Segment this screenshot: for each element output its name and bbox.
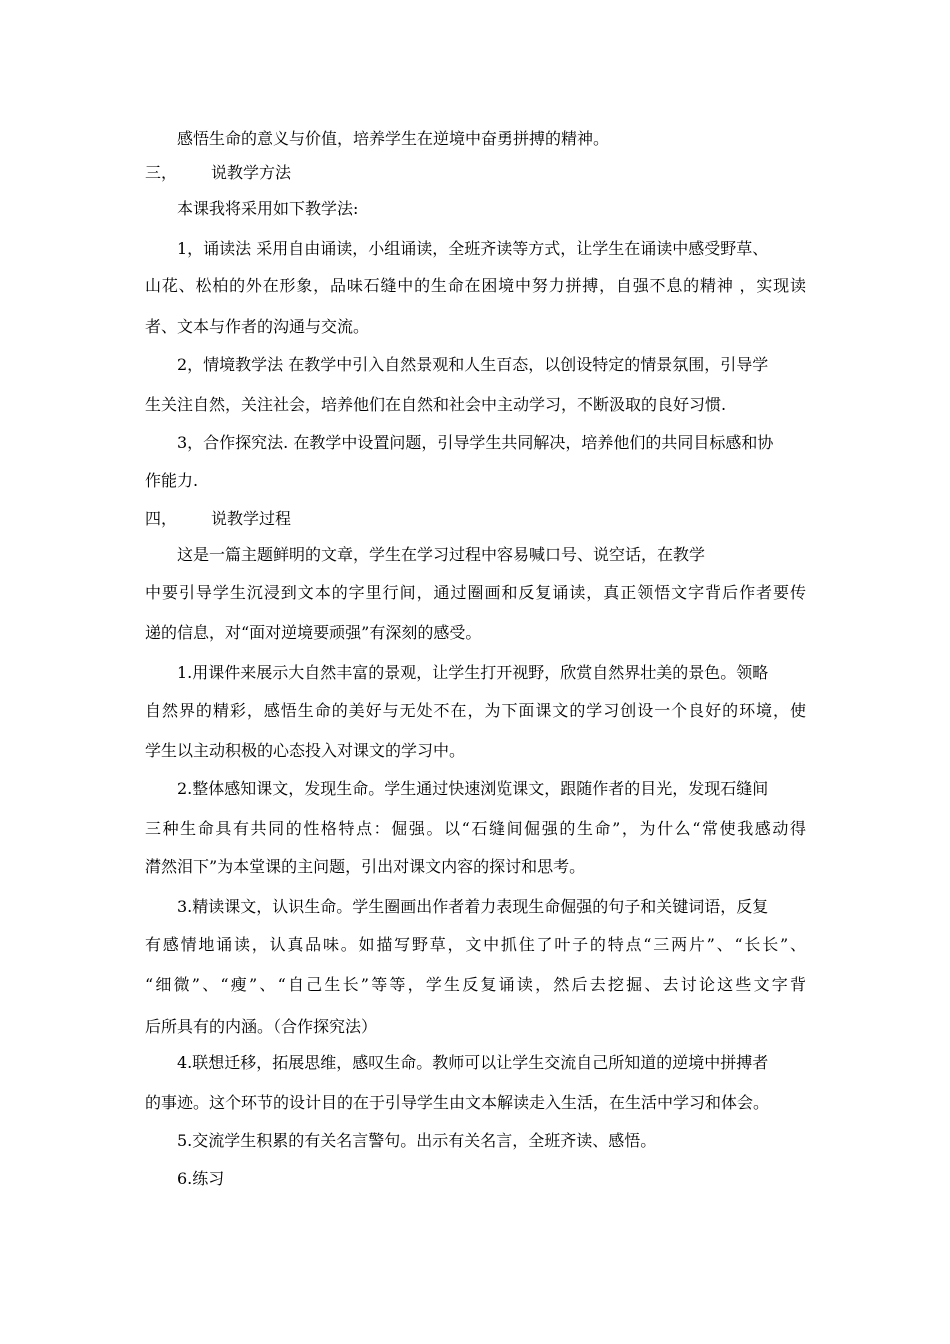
section-title: 说教学过程 [211, 509, 292, 528]
paragraph-line: 本课我将采用如下教学法: [177, 199, 359, 218]
paragraph-line: 作能力. [145, 471, 199, 490]
paragraph-line: 2，情境教学法 在教学中引入自然景观和人生百态，以创设特定的情景氛围，引导学 [177, 355, 769, 374]
paragraph-line: 山花、松柏的外在形象，品味石缝中的生命在困境中努力拼搏，自强不息的精神 ，实现读 [145, 276, 806, 295]
paragraph-line: 生关注自然，关注社会，培养他们在自然和社会中主动学习，不断汲取的良好习惯. [145, 395, 727, 414]
paragraph-line: 三种生命具有共同的性格特点：倔强。以“石缝间倔强的生命”，为什么“常使我感动得 [145, 819, 806, 838]
section-title: 说教学方法 [211, 163, 292, 182]
paragraph-line: 3，合作探究法. 在教学中设置问题，引导学生共同解决，培养他们的共同目标感和协 [177, 433, 774, 452]
paragraph-line: 4.联想迁移，拓展思维，感叹生命。教师可以让学生交流自己所知道的逆境中拼搏者 [177, 1053, 769, 1072]
paragraph-line: 3.精读课文，认识生命。学生圈画出作者着力表现生命倔强的句子和关键词语，反复 [177, 897, 769, 916]
paragraph-line: 感悟生命的意义与价值，培养学生在逆境中奋勇拼搏的精神。 [177, 129, 610, 148]
paragraph-line: 5.交流学生积累的有关名言警句。出示有关名言，全班齐读、感悟。 [177, 1131, 657, 1150]
section-number: 三， [145, 163, 178, 182]
paragraph-line: 这是一篇主题鲜明的文章，学生在学习过程中容易喊口号、说空话，在教学 [177, 545, 706, 564]
paragraph-line: 学生以主动积极的心态投入对课文的学习中。 [145, 741, 466, 760]
section-heading-3 [145, 163, 291, 183]
paragraph-line: 2.整体感知课文，发现生命。学生通过快速浏览课文，跟随作者的目光，发现石缝间 [177, 779, 769, 798]
paragraph-line: 中要引导学生沉浸到文本的字里行间，通过圈画和反复诵读，真正领悟文字背后作者要传 [145, 583, 806, 602]
section-number: 四， [145, 509, 178, 528]
paragraph-line: 有感情地诵读，认真品味。如描写野草，文中抓住了叶子的特点“三两片”、“长长”、 [145, 935, 806, 954]
paragraph-line: “细微”、“瘦”、“自己生长”等等，学生反复诵读，然后去挖掘、去讨论这些文字背 [145, 975, 806, 994]
paragraph-line: 1，诵读法 采用自由诵读，小组诵读，全班齐读等方式，让学生在诵读中感受野草、 [177, 239, 769, 258]
paragraph-line: 的事迹。这个环节的设计目的在于引导学生由文本解读走入生活，在生活中学习和体会。 [145, 1093, 770, 1112]
paragraph-line: 1.用课件来展示大自然丰富的景观，让学生打开视野，欣赏自然界壮美的景色。领略 [177, 663, 769, 682]
paragraph-line: 者、文本与作者的沟通与交流。 [145, 317, 370, 336]
paragraph-line: 自然界的精彩，感悟生命的美好与无处不在，为下面课文的学习创设一个良好的环境，使 [145, 701, 806, 720]
section-heading-4 [145, 509, 291, 529]
paragraph-line: 潸然泪下”为本堂课的主问题，引出对课文内容的探讨和思考。 [145, 857, 586, 876]
paragraph-line: 6.练习 [177, 1169, 225, 1188]
paragraph-line: 后所具有的内涵。（合作探究法） [145, 1017, 378, 1036]
paragraph-line: 递的信息，对“面对逆境要顽强”有深刻的感受。 [145, 623, 482, 642]
